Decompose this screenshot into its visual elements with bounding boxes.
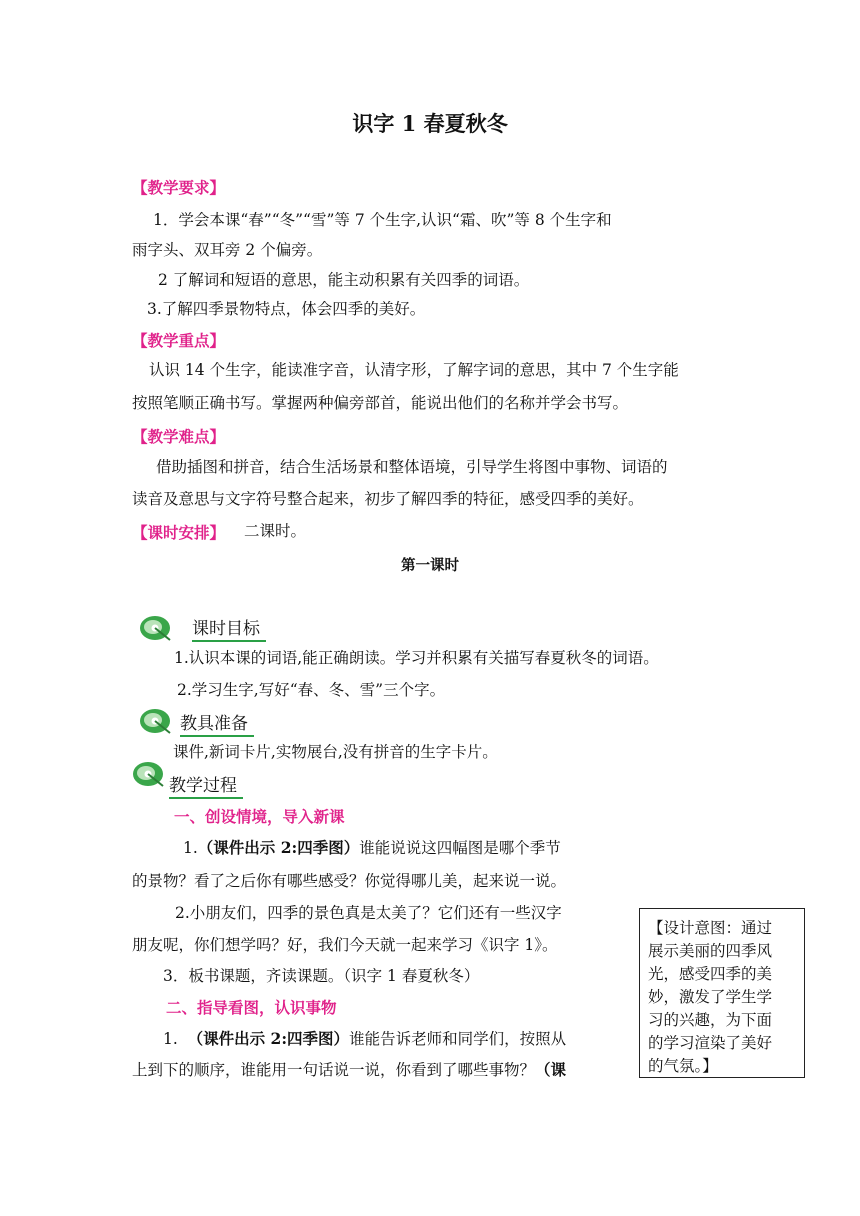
p3-line: 3．板书课题，齐读课题。（识字 1 春夏秋冬） (163, 967, 480, 985)
design-note-line: 【设计意图：通过 (648, 919, 773, 937)
key-points-label: 【教学重点】 (132, 331, 226, 350)
leaf-icon (138, 706, 176, 736)
requirements-line3: 2 了解词和短语的意思，能主动积累有关四季的词语。 (158, 271, 530, 289)
p2-line1: 2.小朋友们，四季的景色真是太美了？它们还有一些汉字 (175, 904, 562, 922)
requirements-line4: 3.了解四季景物特点，体会四季的美好。 (147, 300, 426, 318)
q1-line2: 上到下的顺序，谁能用一句话说一说，你看到了哪些事物？（课 (132, 1060, 567, 1079)
schedule-label: 【课时安排】 (132, 523, 226, 542)
difficulties-line2: 读音及意思与文字符号整合起来，初步了解四季的特征，感受四季的美好。 (132, 490, 644, 508)
requirements-line1: 1．学会本课“春”“冬”“雪”等 7 个生字,认识“霜、吹”等 8 个生字和 (153, 211, 612, 229)
goals-line2: 2.学习生字,写好“春、冬、雪”三个字。 (177, 681, 446, 699)
difficulties-line1: 借助插图和拼音，结合生活场景和整体语境，引导学生将图中事物、词语的 (156, 458, 668, 476)
p1-line2: 的景物？看了之后你有哪些感受？你觉得哪儿美，起来说一说。 (132, 872, 567, 890)
page-title: 识字 1 春夏秋冬 (352, 111, 508, 136)
materials-heading: 教具准备 (180, 709, 248, 734)
design-note-line: 妙，激发了学生学 (648, 988, 773, 1006)
leaf-icon (138, 613, 176, 643)
p2-line2: 朋友呢，你们想学吗？好，我们今天就一起来学习《识字 1》。 (132, 936, 558, 954)
leaf-icon (131, 759, 169, 789)
design-note-line: 的气氛。】 (648, 1057, 718, 1075)
process-heading: 教学过程 (169, 771, 237, 796)
design-note-line: 习的兴趣，为下面 (648, 1011, 773, 1029)
schedule-value: 二课时。 (244, 522, 307, 540)
difficulties-label: 【教学难点】 (132, 427, 226, 446)
lesson1-title: 第一课时 (401, 557, 459, 574)
key-points-line2: 按照笔顺正确书写。掌握两种偏旁部首，能说出他们的名称并学会书写。 (132, 394, 629, 412)
part2-title: 二、指导看图，认识事物 (166, 998, 337, 1017)
requirements-label: 【教学要求】 (132, 178, 226, 197)
goals-heading: 课时目标 (192, 614, 260, 639)
design-note-line: 的学习渲染了美好 (648, 1034, 773, 1052)
design-note-line: 光，感受四季的美 (648, 965, 773, 983)
goals-line1: 1.认识本课的词语,能正确朗读。学习并积累有关描写春夏秋冬的词语。 (174, 649, 659, 667)
p1-line1: 1.（课件出示 2:四季图）谁能说说这四幅图是哪个季节 (183, 838, 561, 857)
materials-line1: 课件,新词卡片,实物展台,没有拼音的生字卡片。 (173, 743, 498, 761)
design-note-line: 展示美丽的四季风 (648, 942, 773, 960)
key-points-line1: 认识 14 个生字，能读准字音，认清字形，了解字词的意思，其中 7 个生字能 (149, 361, 679, 379)
part1-title: 一、创设情境，导入新课 (174, 807, 345, 826)
q1-line1: 1. （课件出示 2:四季图）谁能告诉老师和同学们，按照从 (163, 1029, 567, 1048)
requirements-line2: 雨字头、双耳旁 2 个偏旁。 (132, 241, 323, 259)
design-note-box (639, 908, 805, 1078)
